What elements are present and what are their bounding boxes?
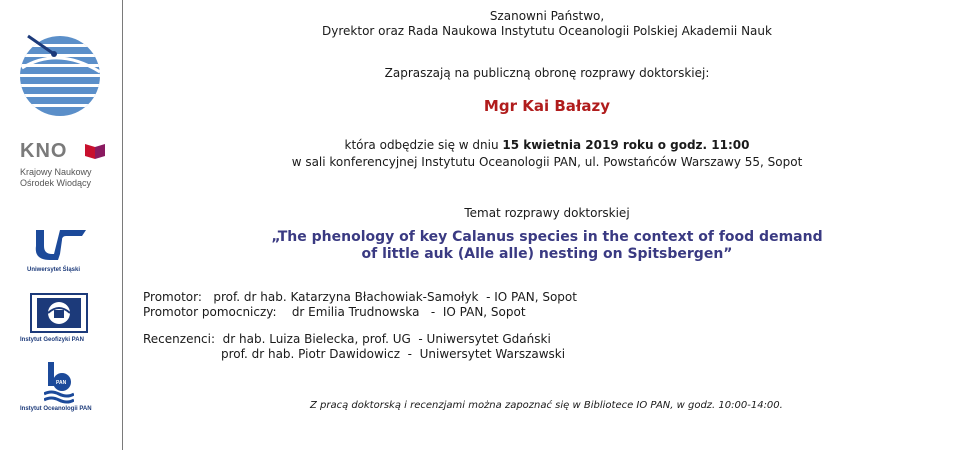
iopan-badge: PAN [56, 380, 67, 386]
iopan-caption: Instytut Oceanologii PAN [20, 406, 92, 412]
date-line [124, 138, 970, 152]
kno-subtitle-2: Ośrodek Wiodący [20, 178, 92, 188]
promotor-line: Promotor: prof. dr hab. Katarzyna Błachowiak-Samołyk - IO PAN, Sopot [143, 290, 577, 304]
hosts-line: Dyrektor oraz Rada Naukowa Instytutu Oceanologii Polskiej Akademii Nauk [322, 24, 772, 38]
divider-line [122, 0, 123, 450]
topic-title-line-2: of little auk (Alle alle) nesting on Spitsbergen” [361, 246, 733, 262]
igf-logo [30, 293, 88, 333]
kno-book-icon [84, 142, 106, 160]
reviewer-line-2: prof. dr hab. Piotr Dawidowicz - Uniwersytet Warszawski [221, 347, 566, 361]
institute-globe-logo [18, 28, 102, 120]
library-note: Z pracą doktorską i recenzjami można zapoznać się w Bibliotece IO PAN, w godz. 10:00-14:00. [310, 400, 783, 411]
venue-line: w sali konferencyjnej Instytutu Oceanologii PAN, ul. Powstańców Warszawy 55, Sopot [291, 155, 803, 169]
topic-title-line-1: „The phenology of key Calanus species in the context of food demand [271, 229, 823, 245]
reviewer-line-1: Recenzenci: dr hab. Luiza Bielecka, prof. UG - Uniwersytet Gdański [143, 332, 551, 346]
us-logo [30, 226, 90, 264]
logo-sidebar [0, 0, 122, 450]
promotor-aux-line: Promotor pomocniczy: dr Emilia Trudnowska - IO PAN, Sopot [143, 305, 526, 319]
igf-caption: Instytut Geofizyki PAN [20, 337, 84, 343]
invite-line: Zapraszają na publiczną obronę rozprawy doktorskiej: [384, 66, 710, 80]
date-value: 15 kwietnia 2019 roku o godz. 11:00 [502, 138, 750, 152]
us-caption: Uniwersytet Śląski [27, 267, 81, 273]
topic-label: Temat rozprawy doktorskiej [464, 206, 630, 220]
candidate-name: Mgr Kai Bałazy [483, 97, 611, 115]
date-prefix: która odbędzie się w dniu [344, 138, 503, 152]
kno-subtitle-1: Krajowy Naukowy [20, 167, 92, 177]
greeting: Szanowni Państwo, [489, 9, 605, 23]
kno-wordmark: KNO [20, 140, 68, 162]
kno-logo [20, 140, 110, 162]
